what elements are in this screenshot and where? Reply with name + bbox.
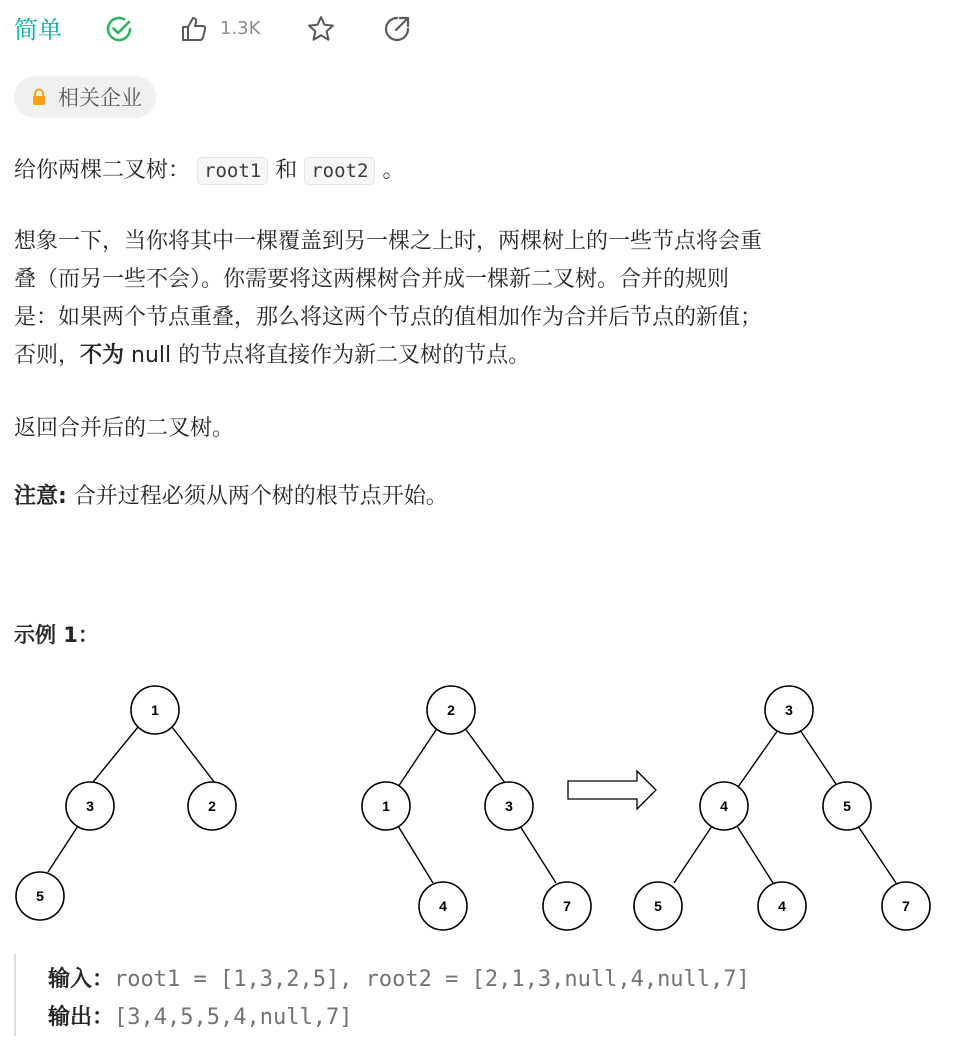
lock-icon [30,88,48,106]
example-input [48,960,750,1000]
merged-node-label: 4 [720,798,728,814]
output-value: [3,4,5,5,4,null,7] [114,1005,353,1030]
note-label: 注意: [14,484,67,509]
meta-row [14,12,62,48]
example-output [48,998,352,1038]
tree1-node-label: 1 [151,702,159,718]
star-icon[interactable] [306,14,336,44]
tree2-node-label: 2 [447,702,455,718]
merged-node-label: 7 [902,898,910,914]
description-return: 返回合并后的二叉树。 [14,416,235,441]
merged-node-label: 3 [785,702,793,718]
merged-node-label: 4 [778,898,786,914]
tree2-node-label: 1 [382,798,390,814]
thumbs-up-icon[interactable] [180,15,208,43]
tree1-node-label: 3 [86,798,94,814]
bold-not: 不为 [80,343,125,368]
input-label: 输入： [48,967,115,992]
description-note: 注意: 合并过程必须从两个树的根节点开始。 [14,484,448,509]
merged-node-label: 5 [654,898,662,914]
related-companies-tag[interactable] [14,76,156,118]
code-root2: root2 [304,157,375,185]
output-label: 输出： [48,1005,115,1030]
example-tree-diagram [0,672,956,942]
tree1-node-label: 2 [208,798,216,814]
tree2-node-label: 3 [505,798,513,814]
tree1-node-label: 5 [36,888,44,904]
example-io-block [14,954,936,1036]
description-intro: 给你两棵二叉树： root1 和 root2 。 [14,158,405,183]
merged-node-label: 5 [843,798,851,814]
share-icon[interactable] [382,14,412,44]
solved-check-icon[interactable] [104,14,134,44]
related-companies-label: 相关企业 [58,86,142,110]
example-title: 示例 1： [14,623,99,647]
description-rule: 想象一下，当你将其中一棵覆盖到另一棵之上时，两棵树上的一些节点将会重 叠（而另一些不会）。你需要将这两棵树合并成一棵新二叉树。合并的规则 是：如果两个节点重叠，那么将这两个节点的值相加作为合并后节点的新值； 否则，不为 null 的节点将直接作为新二叉树的节点。 [14,229,763,368]
difficulty-label: 简单 [14,16,62,44]
tree2-node-label: 4 [439,898,447,914]
like-count: 1.3K [220,18,261,39]
input-value: root1 = [1,3,2,5], root2 = [2,1,3,null,4,null,7] [114,967,750,992]
tree2-node-label: 7 [563,898,571,914]
code-root1: root1 [197,157,268,185]
